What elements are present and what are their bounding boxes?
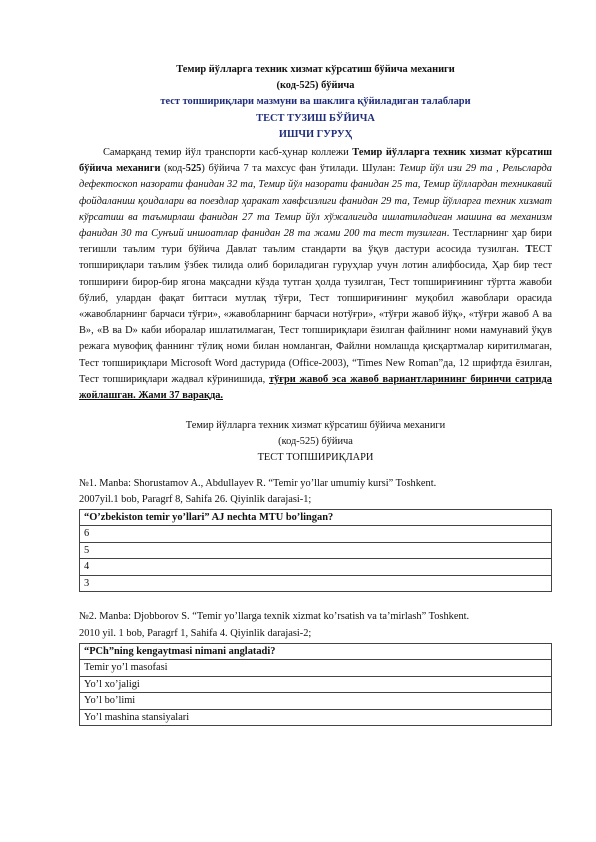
table-row — [80, 676, 552, 693]
question-block-1 — [79, 476, 552, 593]
question-table — [79, 643, 552, 727]
question-block-2 — [79, 609, 552, 726]
intro-text-4: . Тестларнинг ҳар бири тегишли таълим тури бўйича Давлат таълим стандарти ва ўқув дастури асосида тузилган. — [79, 228, 552, 256]
question-text: “O’zbekiston temir yo’llari” AJ nechta MTU bo’lingan? — [80, 509, 552, 526]
question-source: №1. Manba: Shorustamov A., Abdullayev R. “Temir yo’llar umumiy kursi” Toshkent. — [79, 477, 437, 489]
table-row — [80, 660, 552, 677]
header-subtitle: тест топшириқлари мазмуни ва шаклига қўйиладиган талаблари — [160, 96, 471, 108]
intro-text-3: ) бўйича 7 та махсус фан ўтилади. Шулан: — [201, 163, 400, 175]
question-details: 2010 yil. 1 bob, Paragrf 1, Sahifa 4. Qiyinlik darajasi-2; — [79, 627, 312, 639]
header-group-title: ТЕСТ ТУЗИШ БЎЙИЧА — [256, 112, 375, 124]
table-row — [80, 559, 552, 576]
table-row — [80, 509, 552, 526]
section-heading: ТЕСТ ТОПШИРИҚЛАРИ — [257, 452, 374, 464]
table-row — [80, 575, 552, 592]
header-title: Темир йўлларга техник хизмат кўрсатиш бўйича механиги — [176, 64, 455, 75]
section-header — [79, 418, 552, 466]
header-group-subtitle: ИШЧИ ГУРУҲ — [278, 128, 353, 140]
answer-cell: 3 — [80, 575, 552, 592]
question-table — [79, 509, 552, 593]
question-source: №2. Manba: Djobborov S. “Temir yo’llarga texnik xizmat ko’rsatish va ta’mirlash” Toshkent. — [79, 611, 470, 623]
table-row — [80, 693, 552, 710]
answer-cell: Yo’l bo’limi — [80, 693, 552, 710]
intro-conclusion: тўғри жавоб эса жавоб вариантларининг биринчи сатрида жойлашган. Жами 37 варақда. — [79, 373, 552, 402]
question-text: “PCh”ning kengaytmasi nimani anglatadi? — [80, 643, 552, 660]
answer-cell: 4 — [80, 559, 552, 576]
table-row — [80, 526, 552, 543]
intro-test-letter: Т — [525, 244, 533, 256]
table-row — [80, 542, 552, 559]
intro-text-1: Самарқанд темир йўл транспорти касб-ҳунар коллежи — [103, 147, 353, 159]
intro-code: 525 — [185, 163, 202, 175]
answer-cell: Yo’l xo’jaligi — [80, 676, 552, 693]
answer-cell: 5 — [80, 542, 552, 559]
table-row — [80, 709, 552, 726]
table-row — [80, 643, 552, 660]
answer-cell: Yo’l mashina stansiyalari — [80, 709, 552, 726]
intro-rules: ЕСТ топшириқлари таълим ўзбек тилида олиб бориладиган гуруҳлар учун лотин алифбосида, Ҳар бир тест топшириғи бирор-бир ягона мақсадни кўзда тутган ҳолда тузилган, Тест топшириғининг тўртта жавоби бўлиб, улардан фақат биттаси мутлақ тўғри, Тест топшириғининг муқобил жавоблари орасида «жавобларнинг барчаси тўғри», «жавобларнинг барчаси нотўғри», «тўғри жавоб йўқ», «тўғри жавоб А ва В», «В ва D» каби иборалар ишлатилмаган, Тест топшириқлари ёзилган файлнинг номи намунавий ўқув режага мувофиқ фаннинг тўлиқ номи билан номланган, Файлни номлашда қисқартмалар киритилмаган, Тест топшириқлари Microsoft Word дастурида (Office-2003), “Times New Roman”да, 12 шрифтда ёзилган, Тест топшириқлари жадвал кўринишида, — [79, 244, 552, 385]
intro-specialty: Темир йўлларга техник хизмат кўрсатиш бўйича механиги — [79, 147, 553, 175]
answer-cell: Temir yo’l masofasi — [80, 660, 552, 677]
section-code: (код-525) бўйича — [278, 436, 353, 448]
intro-paragraph — [79, 145, 552, 404]
header-code: (код-525) бўйича — [276, 80, 355, 92]
intro-subjects: Темир йўл изи 29 та , Рельсларда дефектоскоп назорати фанидан 32 та, Темир йўл назорати фанидан 25 та, Темир йўллардан техникавий фойдаланиш қоидалари ва поездлар ҳаракат хавфсизлиги фанидан 29 та, Темир йўлларга техник хизмат кўрсатиш ва таъмирлаш фанидан 27 та Темир йўл хўжалигида ишлатиладиган машина ва механизм фанидан 30 та Сунъий иншоатлар фанидан 28 та жами 200 та тест тузилган — [79, 163, 552, 240]
answer-cell: 6 — [80, 526, 552, 543]
intro-text-2: (код- — [160, 163, 186, 175]
question-details: 2007yil.1 bob, Paragrf 8, Sahifa 26. Qiyinlik darajasi-1; — [79, 493, 312, 505]
document-header — [79, 62, 552, 143]
section-title: Темир йўлларга техник хизмат кўрсатиш бўйича механиги — [185, 420, 446, 432]
